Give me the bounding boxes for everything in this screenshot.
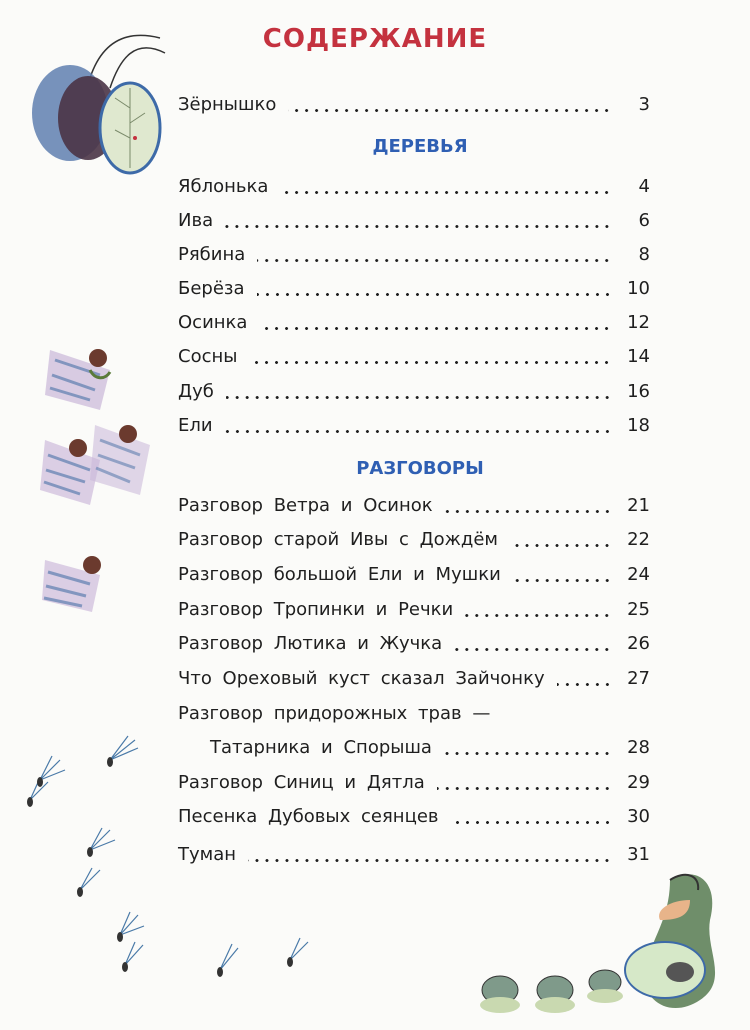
toc-entry-page: 12	[627, 312, 650, 333]
winged-seed-illustration-2	[40, 550, 130, 620]
toc-entry-page: 28	[627, 737, 650, 758]
toc-entry-page: 30	[627, 806, 650, 827]
toc-entry-label: Рябина	[178, 244, 246, 265]
toc-entry-multiline[interactable]	[178, 699, 650, 725]
dot-leader	[465, 614, 612, 617]
toc-entry-label: Песенка Дубовых сеянцев	[178, 806, 439, 827]
toc-entry-page: 21	[627, 495, 650, 516]
toc-entry-page: 22	[627, 529, 650, 550]
toc-entry[interactable]	[178, 206, 650, 232]
toc-entry-page: 18	[627, 415, 650, 436]
winged-seed-illustration	[40, 340, 130, 420]
toc-entry-label: Разговор Тропинки и Речки	[178, 599, 454, 620]
toc-entry[interactable]	[178, 240, 650, 266]
dot-leader	[557, 683, 612, 686]
toc-entry[interactable]	[178, 768, 650, 794]
toc-entry[interactable]	[178, 629, 650, 655]
toc-entry-page: 14	[627, 346, 650, 367]
toc-entry-label: Дуб	[178, 381, 214, 402]
page-title: СОДЕРЖАНИЕ	[262, 24, 488, 54]
dot-leader	[454, 648, 612, 651]
dot-leader	[257, 293, 612, 296]
dot-leader	[259, 327, 612, 330]
section-heading-conversations: РАЗГОВОРЫ	[356, 458, 484, 479]
toc-entry-page: 6	[638, 210, 650, 231]
toc-entry-label: Яблонька	[178, 176, 269, 197]
toc-entry-page: 27	[627, 668, 650, 689]
toc-entry[interactable]	[178, 411, 650, 437]
toc-entry-label: Что Ореховый куст сказал Зайчонку	[178, 668, 545, 689]
toc-entry-label: Разговор Лютика и Жучка	[178, 633, 443, 654]
dot-leader	[445, 510, 612, 513]
dot-leader	[451, 821, 613, 824]
toc-entry-label: Разговор придорожных трав —	[178, 703, 491, 724]
dot-leader	[510, 544, 612, 547]
toc-entry-label: Осинка	[178, 312, 248, 333]
toc-entry-label: Разговор старой Ивы с Дождём	[178, 529, 498, 550]
dot-leader	[249, 361, 612, 364]
toc-entry[interactable]	[178, 560, 650, 586]
toc-entry-label: Разговор большой Ели и Мушки	[178, 564, 501, 585]
toc-entry[interactable]	[178, 342, 650, 368]
dot-leader	[444, 752, 612, 755]
dot-leader	[257, 259, 612, 262]
dot-leader	[248, 859, 612, 862]
toc-entry-label: Зёрнышко	[178, 94, 277, 115]
toc-entry-page: 8	[638, 244, 650, 265]
dot-leader	[513, 579, 612, 582]
toc-entry[interactable]	[178, 802, 650, 828]
toc-entry[interactable]	[178, 840, 650, 866]
section-heading-trees: ДЕРЕВЬЯ	[372, 136, 468, 157]
toc-entry-label: Ели	[178, 415, 213, 436]
toc-entry-label: Туман	[178, 844, 237, 865]
toc-entry[interactable]	[178, 377, 650, 403]
dot-leader	[225, 430, 612, 433]
dot-leader	[280, 191, 612, 194]
dot-leader	[226, 396, 612, 399]
toc-entry-page: 25	[627, 599, 650, 620]
dot-leader	[225, 225, 612, 228]
toc-entry-label: Ива	[178, 210, 214, 231]
toc-entry-label: Берёза	[178, 278, 245, 299]
toc-entry-label: Сосны	[178, 346, 238, 367]
toc-entry[interactable]	[178, 491, 650, 517]
toc-entry-page: 31	[627, 844, 650, 865]
toc-entry[interactable]	[178, 274, 650, 300]
toc-entry[interactable]	[178, 172, 650, 198]
toc-entry-label: Разговор Синиц и Дятла	[178, 772, 425, 793]
toc-entry[interactable]	[178, 308, 650, 334]
toc-entry-page: 3	[638, 94, 650, 115]
toc-entry-intro[interactable]	[178, 90, 650, 116]
toc-entry[interactable]	[178, 525, 650, 551]
dot-leader	[288, 109, 612, 112]
ducks-illustration	[470, 860, 745, 1025]
dot-leader	[437, 787, 612, 790]
toc-entry-page: 16	[627, 381, 650, 402]
toc-entry-page: 4	[638, 176, 650, 197]
toc-entry-label: Татарника и Спорыша	[210, 737, 432, 758]
toc-entry-label: Разговор Ветра и Осинок	[178, 495, 433, 516]
toc-entry-page: 26	[627, 633, 650, 654]
toc-entry[interactable]	[178, 595, 650, 621]
toc-entry-continuation[interactable]	[210, 733, 650, 759]
toc-entry-page: 24	[627, 564, 650, 585]
toc-entry-page: 29	[627, 772, 650, 793]
toc-entry[interactable]	[178, 664, 650, 690]
toc-entry-page: 10	[627, 278, 650, 299]
